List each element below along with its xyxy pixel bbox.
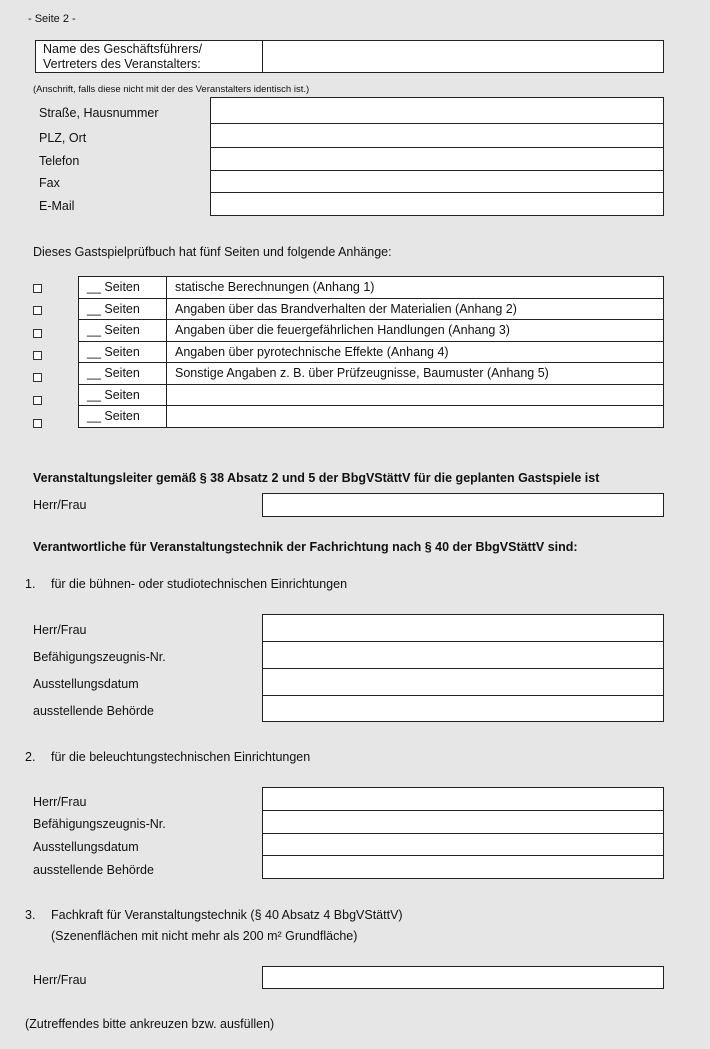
section1-authority-label: ausstellende Behörde xyxy=(33,704,154,718)
table-row xyxy=(79,341,664,363)
section1-number: 1. xyxy=(25,577,36,591)
section1-authority-input[interactable] xyxy=(263,696,663,721)
event-leader-input[interactable] xyxy=(262,493,664,517)
section2-authority-input[interactable] xyxy=(263,856,663,878)
fax-input[interactable] xyxy=(211,171,663,193)
annex-checkbox-4[interactable] xyxy=(33,351,42,360)
annex-checkbox-7[interactable] xyxy=(33,419,42,428)
phone-label: Telefon xyxy=(39,154,80,168)
section2-date-label: Ausstellungsdatum xyxy=(33,840,139,854)
section1-title: für die bühnen- oder studiotechnischen Einrichtungen xyxy=(51,577,348,591)
annex-checkbox-5[interactable] xyxy=(33,373,42,382)
zip-city-label: PLZ, Ort xyxy=(39,131,87,145)
annex-desc: Angaben über die feuergefährlichen Handlungen (Anhang 3) xyxy=(167,320,664,342)
section3-number: 3. xyxy=(25,908,36,922)
annex-pages[interactable]: __ Seiten xyxy=(79,363,167,385)
section1-certificate-label: Befähigungszeugnis-Nr. xyxy=(33,650,166,664)
section2-title: für die beleuchtungstechnischen Einrichtungen xyxy=(51,750,311,764)
section2-name-input[interactable] xyxy=(263,788,663,811)
responsible-heading: Verantwortliche für Veranstaltungstechnik der Fachrichtung nach § 40 der BbgVStättV sind: xyxy=(33,540,578,554)
email-input[interactable] xyxy=(211,193,663,215)
annex-pages[interactable]: __ Seiten xyxy=(79,277,167,299)
section1-fields xyxy=(262,614,664,722)
annex-checkbox-3[interactable] xyxy=(33,329,42,338)
table-row xyxy=(79,320,664,342)
annex-desc[interactable] xyxy=(167,406,664,428)
section2-authority-label: ausstellende Behörde xyxy=(33,863,154,877)
manager-label-line2: Vertreters des Veranstalters: xyxy=(43,57,201,71)
section3-title: Fachkraft für Veranstaltungstechnik (§ 40 Absatz 4 BbgVStättV) xyxy=(51,908,403,922)
annex-desc: statische Berechnungen (Anhang 1) xyxy=(167,277,664,299)
manager-label-line1: Name des Geschäftsführers/ xyxy=(43,42,203,56)
section3-name-label: Herr/Frau xyxy=(33,973,87,987)
section2-date-input[interactable] xyxy=(263,834,663,856)
annex-desc: Sonstige Angaben z. B. über Prüfzeugnisse, Baumuster (Anhang 5) xyxy=(167,363,664,385)
street-input[interactable] xyxy=(211,98,663,124)
manager-label xyxy=(43,42,202,72)
table-row xyxy=(79,298,664,320)
section1-name-input[interactable] xyxy=(263,615,663,642)
section2-name-label: Herr/Frau xyxy=(33,795,87,809)
section3-name-input[interactable] xyxy=(262,966,664,989)
annex-pages[interactable]: __ Seiten xyxy=(79,341,167,363)
manager-name-input[interactable] xyxy=(264,41,663,72)
section2-certificate-label: Befähigungszeugnis-Nr. xyxy=(33,817,166,831)
table-row xyxy=(79,363,664,385)
annex-desc[interactable] xyxy=(167,384,664,406)
annex-desc: Angaben über das Brandverhalten der Materialien (Anhang 2) xyxy=(167,298,664,320)
table-row xyxy=(79,384,664,406)
annex-table xyxy=(78,276,664,428)
annex-checkbox-1[interactable] xyxy=(33,284,42,293)
event-leader-heading: Veranstaltungsleiter gemäß § 38 Absatz 2 und 5 der BbgVStättV für die geplanten Gastspiele ist xyxy=(33,471,600,485)
section1-certificate-input[interactable] xyxy=(263,642,663,669)
phone-input[interactable] xyxy=(211,148,663,171)
address-fields xyxy=(210,97,664,216)
annex-pages[interactable]: __ Seiten xyxy=(79,320,167,342)
book-intro: Dieses Gastspielprüfbuch hat fünf Seiten und folgende Anhänge: xyxy=(33,245,392,259)
section1-date-input[interactable] xyxy=(263,669,663,696)
email-label: E-Mail xyxy=(39,199,75,213)
section2-number: 2. xyxy=(25,750,36,764)
annex-checkbox-2[interactable] xyxy=(33,306,42,315)
footer-note: (Zutreffendes bitte ankreuzen bzw. ausfüllen) xyxy=(25,1017,275,1031)
section1-date-label: Ausstellungsdatum xyxy=(33,677,139,691)
annex-desc: Angaben über pyrotechnische Effekte (Anhang 4) xyxy=(167,341,664,363)
table-row xyxy=(79,277,664,299)
annex-pages[interactable]: __ Seiten xyxy=(79,384,167,406)
section3-subtitle: (Szenenflächen mit nicht mehr als 200 m² Grundfläche) xyxy=(51,929,358,943)
address-note: (Anschrift, falls diese nicht mit der des Veranstalters identisch ist.) xyxy=(33,84,310,95)
annex-pages[interactable]: __ Seiten xyxy=(79,298,167,320)
page-number: - Seite 2 - xyxy=(28,13,76,25)
event-leader-label: Herr/Frau xyxy=(33,498,87,512)
table-row xyxy=(79,406,664,428)
section1-name-label: Herr/Frau xyxy=(33,623,87,637)
section2-certificate-input[interactable] xyxy=(263,811,663,834)
fax-label: Fax xyxy=(39,176,60,190)
zip-city-input[interactable] xyxy=(211,124,663,148)
annex-pages[interactable]: __ Seiten xyxy=(79,406,167,428)
divider xyxy=(262,41,263,72)
annex-checkbox-6[interactable] xyxy=(33,396,42,405)
manager-block xyxy=(35,40,664,73)
street-label: Straße, Hausnummer xyxy=(39,106,159,120)
section2-fields xyxy=(262,787,664,879)
